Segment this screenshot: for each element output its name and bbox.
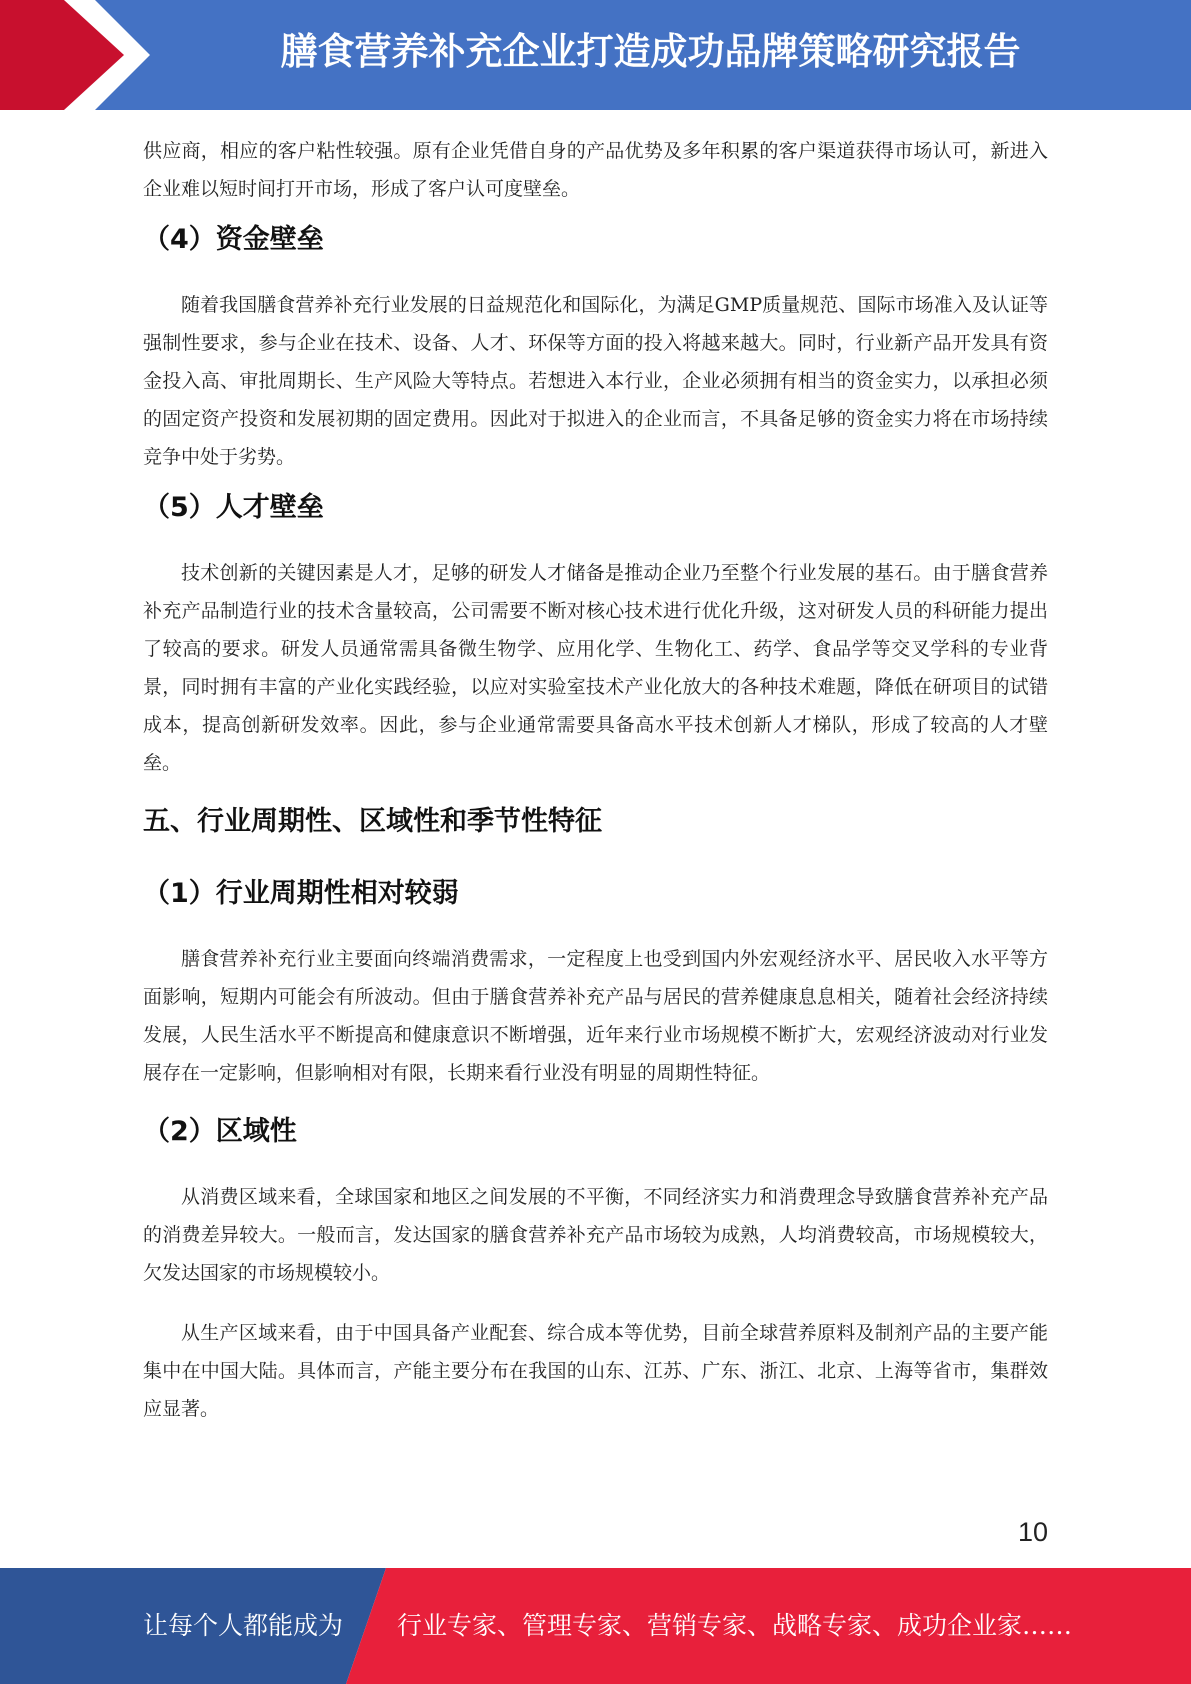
intro-paragraph: 供应商，相应的客户粘性较强。原有企业凭借自身的产品优势及多年积累的客户渠道获得市场认可，新进入企业难以短时间打开市场，形成了客户认可度壁垒。 (143, 140, 1048, 200)
footer-slogan-right: 行业专家、管理专家、营销专家、战略专家、成功企业家…… (397, 1611, 1073, 1640)
heading-capital-barrier: （4）资金壁垒 (143, 224, 324, 255)
heading-talent-barrier: （5）人才壁垒 (143, 492, 324, 523)
heading-regionality: （2）区域性 (143, 1116, 297, 1147)
section-five-heading: 五、行业周期性、区域性和季节性特征 (143, 806, 602, 837)
regionality-production-paragraph: 从生产区域来看，由于中国具备产业配套、综合成本等优势，目前全球营养原料及制剂产品的主要产能集中在中国大陆。具体而言，产能主要分布在我国的山东、江苏、广东、浙江、北京、上海等省市，集群效应显著。 (143, 1322, 1048, 1420)
footer-slogan-left: 让每个人都能成为 (143, 1611, 344, 1640)
regionality-consumption-paragraph: 从消费区域来看，全球国家和地区之间发展的不平衡，不同经济实力和消费理念导致膳食营养补充产品的消费差异较大。一般而言，发达国家的膳食营养补充产品市场较为成熟，人均消费较高，市场规模较大，欠发达国家的市场规模较小。 (143, 1186, 1048, 1284)
report-title: 膳食营养补充企业打造成功品牌策略研究报告 (280, 30, 1021, 73)
talent-barrier-paragraph: 技术创新的关键因素是人才，足够的研发人才储备是推动企业乃至整个行业发展的基石。由于膳食营养补充产品制造行业的技术含量较高，公司需要不断对核心技术进行优化升级，这对研发人员的科研能力提出了较高的要求。研发人员通常需具备微生物学、应用化学、生物化工、药学、食品学等交叉学科的专业背景，同时拥有丰富的产业化实践经验，以应对实验室技术产业化放大的各种技术难题，降低在研项目的试错成本，提高创新研发效率。因此，参与企业通常需要具备高水平技术创新人才梯队，形成了较高的人才壁垒。 (143, 562, 1048, 774)
cyclicality-paragraph: 膳食营养补充行业主要面向终端消费需求，一定程度上也受到国内外宏观经济水平、居民收入水平等方面影响，短期内可能会有所波动。但由于膳食营养补充产品与居民的营养健康息息相关，随着社会经济持续发展，人民生活水平不断提高和健康意识不断增强，近年来行业市场规模不断扩大，宏观经济波动对行业发展存在一定影响，但影响相对有限，长期来看行业没有明显的周期性特征。 (143, 948, 1048, 1084)
document-body (143, 132, 1048, 1428)
page-number: 10 (1017, 1517, 1048, 1547)
heading-cyclicality: （1）行业周期性相对较弱 (143, 878, 459, 909)
page-header (0, 0, 1191, 110)
page-footer (0, 1568, 1191, 1684)
capital-barrier-paragraph: 随着我国膳食营养补充行业发展的日益规范化和国际化，为满足GMP质量规范、国际市场准入及认证等强制性要求，参与企业在技术、设备、人才、环保等方面的投入将越来越大。同时，行业新产品开发具有资金投入高、审批周期长、生产风险大等特点。若想进入本行业，企业必须拥有相当的资金实力，以承担必须的固定资产投资和发展初期的固定费用。因此对于拟进入的企业而言，不具备足够的资金实力将在市场持续竞争中处于劣势。 (143, 294, 1048, 468)
